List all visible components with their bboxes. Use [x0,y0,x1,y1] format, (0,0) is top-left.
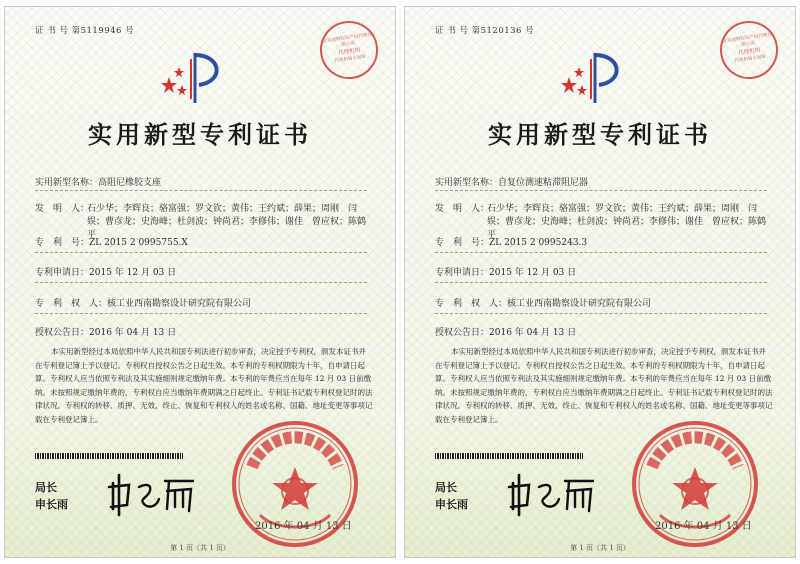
inventor-label: 发 明 人： [35,204,90,214]
grant-date-label: 授权公告日： [435,328,490,338]
patentee-value: 核工业西南勘察设计研究院有限公司 [507,299,652,309]
barcode [35,453,183,459]
patentee-label: 专 利 权 人： [435,299,508,309]
utility-name-label: 实用新型名称： [435,178,499,188]
divider [35,252,367,253]
grant-date-label: 授权公告日： [35,328,90,338]
inventor-list: 石少华；李辉良；骆富强；罗文钦；黄伟；王约斌；薛果；周刚 闫娱；曹彦龙；史海峰；杜剑波；钟尚君；李修伟；谢佳 曾应权；陈鹤平 [487,204,767,240]
filing-date-row [35,265,176,278]
divider [435,313,767,314]
director-signature-icon [505,469,597,517]
inventor-list: 石少华；李辉良；骆富强；罗文钦；黄伟；王约斌；薛果；周刚 闫娱；曹彦龙；史海峰；杜剑波；钟尚君；李修伟；谢佳 曾应权；陈鹤平 [87,204,367,240]
grant-date-row [35,325,176,338]
divider [35,190,367,191]
filing-date-value: 2015 年 12 月 03 日 [489,268,577,278]
utility-name-value: 自复位测速粘滞阻尼器 [498,178,589,188]
grant-date-value: 2016 年 04 月 13 日 [489,328,577,338]
barcode [435,453,583,459]
patentee-row [435,296,651,309]
certificate-body-text: 本实用新型经过本局依照中华人民共和国专利法进行初步审查，决定授予专利权，颁发本证书并在专利登记簿上予以登记。专利权自授权公告之日起生效。本专利的专利权期限为十年，自申请日起算。专利权人应当依照专利法及其实施细则规定缴纳年费。本专利的年费应当在每年 12 月 03 日前缴纳。未按照规定缴纳年费的，专利权自应当缴纳年费期满之日起终止。专利证书记载专利权登记时的法律状况。专利权的转移、质押、无效、终止、恢复和专利权人的姓名或名称、国籍、地址变更等事项记载在专利登记簿上。 [35,347,373,424]
director-signature-icon [105,469,197,517]
utility-name-row [35,175,161,188]
divider [35,313,367,314]
patentee-row [35,296,251,309]
utility-name-label: 实用新型名称： [35,178,99,188]
agency-seal-small: 北京国粹知识产权代理有限公司 代理机构 代理机构专用章 [716,17,782,83]
filing-date-row [435,265,576,278]
patent-number-value: ZL 2015 2 0995243.3 [489,238,588,248]
divider [35,282,367,283]
filing-date-value: 2015 年 12 月 03 日 [89,268,177,278]
certificate-title: 实用新型专利证书 [88,120,312,149]
grant-date-row [435,325,576,338]
patentee-value: 核工业西南勘察设计研究院有限公司 [107,299,252,309]
patent-office-logo-icon [555,47,635,107]
divider [435,282,767,283]
page-footer: 第 1 页（共 1 页） [170,544,230,552]
patent-certificate-left [4,6,396,558]
filing-date-label: 专利申请日： [435,268,490,278]
patent-number-label: 专 利 号： [35,238,90,248]
filing-date-label: 专利申请日： [35,268,90,278]
grant-date-stamp: 2016 年 04 月 13 日 [655,521,752,532]
patent-certificate-right [404,6,796,558]
patent-office-logo-icon [155,47,235,107]
director-name: 申长雨 [35,498,68,511]
grant-date-value: 2016 年 04 月 13 日 [89,328,177,338]
inventor-label: 发 明 人： [435,204,490,214]
director-title: 局长 [435,481,457,494]
patent-number-value: ZL 2015 2 0995755.X [89,238,188,248]
director-block [435,479,468,513]
patent-number-label: 专 利 号： [435,238,490,248]
director-title: 局长 [35,481,57,494]
director-block [35,479,68,513]
page-footer: 第 1 页（共 1 页） [570,544,630,552]
certificate-number: 证 书 号 第5119946 号 [35,26,135,36]
divider [435,190,767,191]
patent-number-row [35,235,188,248]
patent-number-row [435,235,587,248]
director-name: 申长雨 [435,498,468,511]
certificate-title: 实用新型专利证书 [488,120,712,149]
agency-seal-small: 北京国粹知识产权代理有限公司 代理机构 代理机构专用章 [316,17,382,83]
certificate-number: 证 书 号 第5120136 号 [435,26,535,36]
utility-name-value: 高阻尼橡胶支座 [98,178,162,188]
certificate-body-text: 本实用新型经过本局依照中华人民共和国专利法进行初步审查，决定授予专利权，颁发本证书并在专利登记簿上予以登记。专利权自授权公告之日起生效。本专利的专利权期限为十年，自申请日起算。专利权人应当依照专利法及其实施细则规定缴纳年费。本专利的年费应当在每年 12 月 03 日前缴纳。未按照规定缴纳年费的，专利权自应当缴纳年费期满之日起终止。专利证书记载专利权登记时的法律状况。专利权的转移、质押、无效、终止、恢复和专利权人的姓名或名称、国籍、地址变更等事项记载在专利登记簿上。 [435,347,773,424]
grant-date-stamp: 2016 年 04 月 13 日 [255,521,352,532]
utility-name-row [435,175,588,188]
patentee-label: 专 利 权 人： [35,299,108,309]
divider [435,252,767,253]
